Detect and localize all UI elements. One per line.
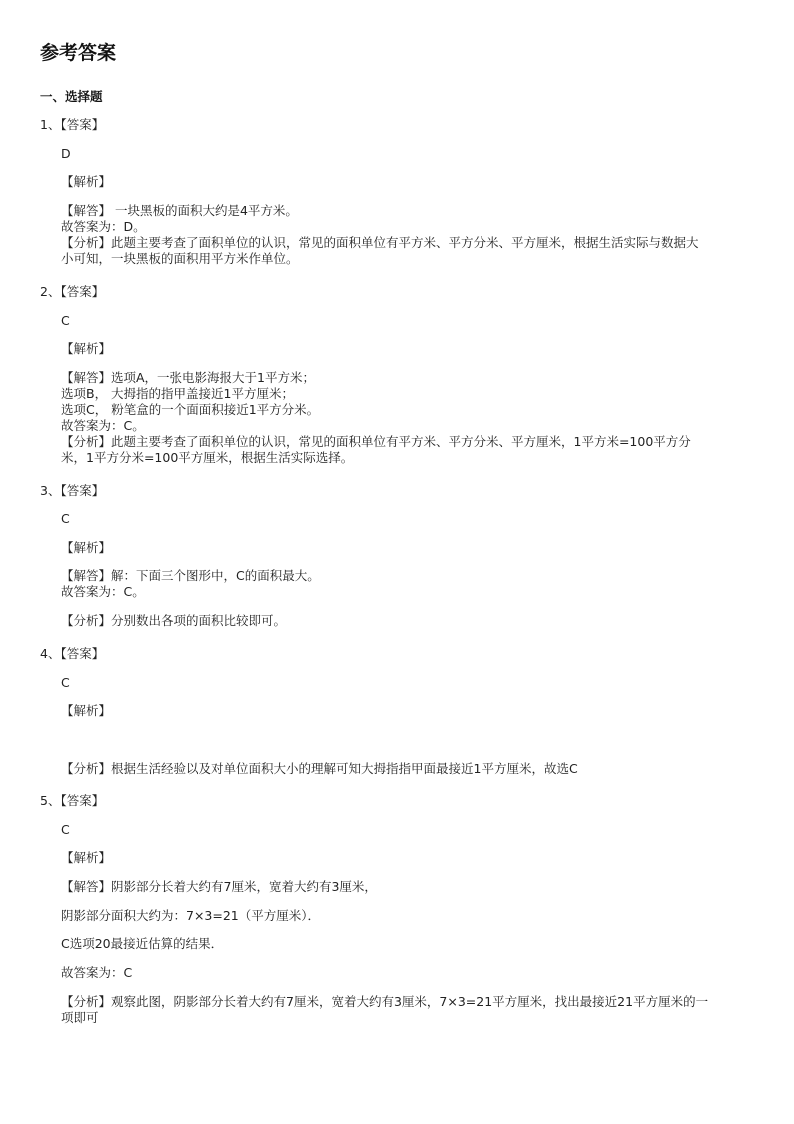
q2-number: 2、【答案】 [40, 284, 105, 299]
q5-number: 5、【答案】 [40, 793, 105, 808]
q2-line-5: 【分析】此题主要考查了面积单位的认识，常见的面积单位有平方米、平方分米、平方厘米，1平方米=100平方分 [61, 434, 691, 449]
q1-analysis-label: 【解析】 [61, 174, 112, 189]
q3-line-2: 故答案为：C。 [61, 584, 145, 599]
q5-line-5: 【分析】观察此图，阴影部分长着大约有7厘米，宽着大约有3厘米，7×3=21平方厘米，找出最接近21平方厘米的一 [61, 994, 709, 1009]
q5-line-1: 【解答】阴影部分长着大约有7厘米，宽着大约有3厘米， [61, 879, 377, 894]
q2-line-2: 选项B， 大拇指的指甲盖接近1平方厘米； [61, 386, 295, 401]
q1-line-2: 故答案为：D。 [61, 219, 146, 234]
q1-line-4: 小可知，一块黑板的面积用平方米作单位。 [61, 251, 299, 266]
q4-analysis-label: 【解析】 [61, 703, 112, 718]
q2-line-6: 米，1平方分米=100平方厘米，根据生活实际选择。 [61, 450, 354, 465]
q5-line-4: 故答案为：C [61, 965, 133, 980]
q3-number: 3、【答案】 [40, 483, 105, 498]
q5-analysis-label: 【解析】 [61, 850, 112, 865]
q1-answer: D [61, 146, 71, 161]
q2-answer: C [61, 313, 70, 328]
page-title: 参考答案 [40, 42, 117, 64]
q5-answer: C [61, 822, 70, 837]
q1-line-1: 【解答】 一块黑板的面积大约是4平方米。 [61, 203, 298, 218]
q1-line-3: 【分析】此题主要考查了面积单位的认识，常见的面积单位有平方米、平方分米、平方厘米，根据生活实际与数据大 [61, 235, 699, 250]
q2-analysis-label: 【解析】 [61, 341, 112, 356]
q3-line-3: 【分析】分别数出各项的面积比较即可。 [61, 613, 287, 628]
q3-line-1: 【解答】解：下面三个图形中，C的面积最大。 [61, 568, 320, 583]
q5-line-3: C选项20最接近估算的结果． [61, 936, 224, 951]
q2-line-4: 故答案为：C。 [61, 418, 145, 433]
q5-line-6: 项即可 [61, 1010, 99, 1025]
q4-answer: C [61, 675, 70, 690]
q3-analysis-label: 【解析】 [61, 540, 112, 555]
section-heading: 一、选择题 [40, 89, 103, 104]
q4-line-1: 【分析】根据生活经验以及对单位面积大小的理解可知大拇指指甲面最接近1平方厘米，故选C [61, 761, 578, 776]
q5-line-2: 阴影部分面积大约为：7×3=21（平方厘米）． [61, 908, 321, 923]
q2-line-1: 【解答】选项A，一张电影海报大于1平方米； [61, 370, 316, 385]
q1-number: 1、【答案】 [40, 117, 105, 132]
q4-number: 4、【答案】 [40, 646, 105, 661]
q2-line-3: 选项C， 粉笔盒的一个面面积接近1平方分米。 [61, 402, 320, 417]
q3-answer: C [61, 511, 70, 526]
